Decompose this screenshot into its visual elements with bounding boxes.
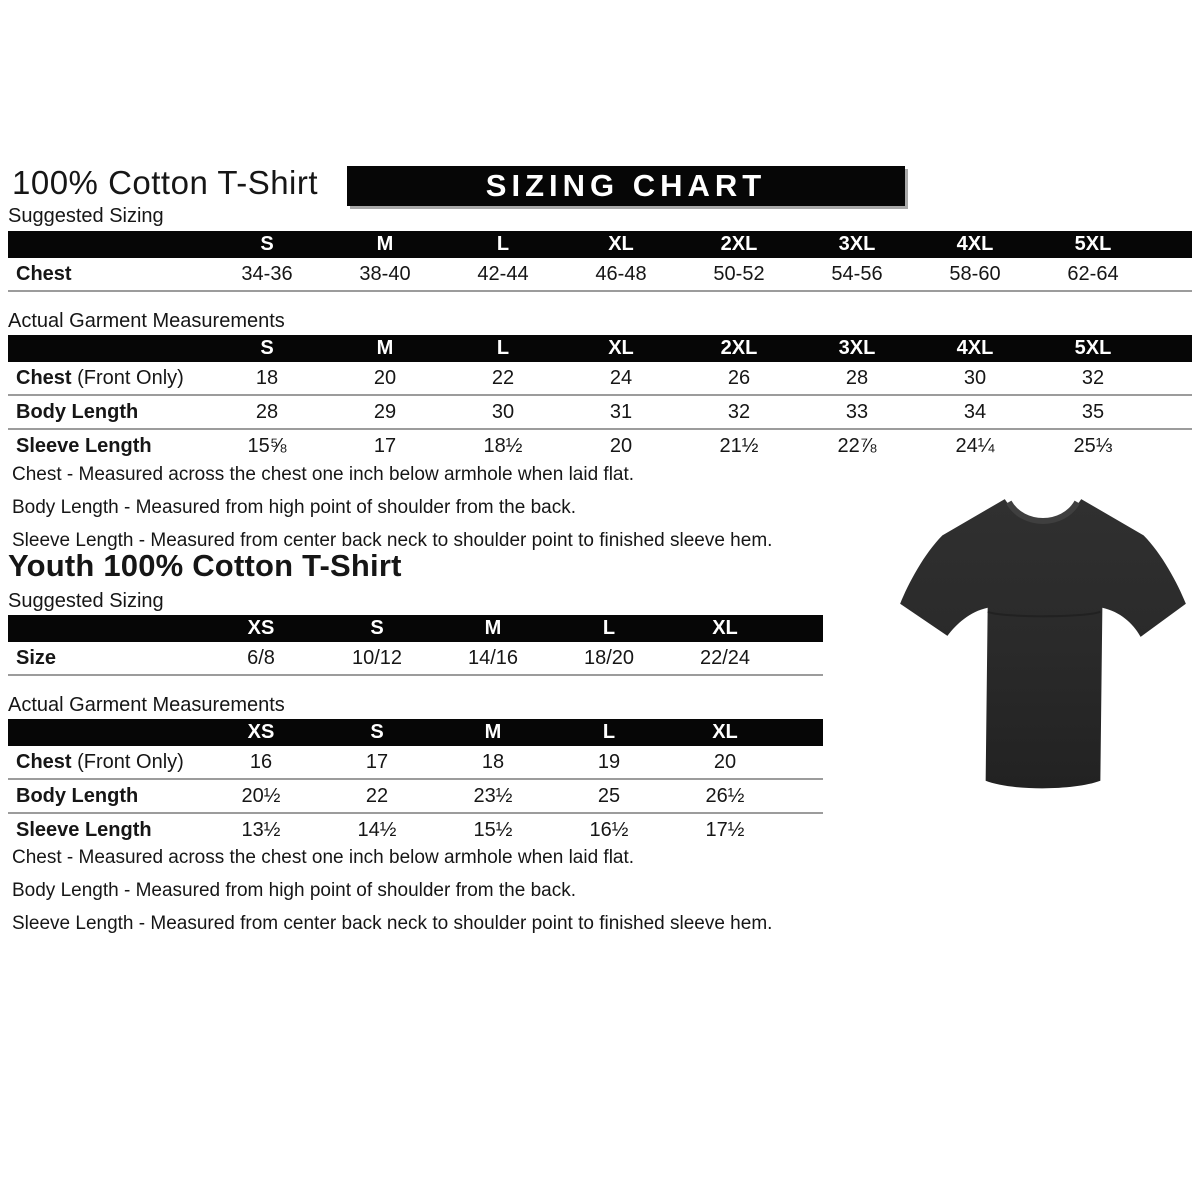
measurement-cell: 6/8 (203, 642, 319, 675)
measurement-cell: 18½ (483, 434, 523, 457)
measurement-cell: 17 (373, 434, 397, 457)
measurement-cell: 29 (326, 395, 444, 429)
size-column-header: M (435, 719, 551, 746)
adult-suggested-sizing-table (8, 231, 1192, 292)
row-label: Body Length (8, 779, 203, 813)
size-column-header: L (551, 615, 667, 642)
size-column-header: 3XL (798, 335, 916, 362)
size-column-header: L (551, 719, 667, 746)
tshirt-silhouette (892, 483, 1194, 813)
measurement-cell: 34 (916, 395, 1034, 429)
measurement-cell: 21½ (719, 434, 759, 457)
table-row (8, 362, 1192, 395)
row-label: Chest (8, 258, 208, 291)
measurement-cell: 18 (435, 746, 551, 779)
row-spacer-cell (783, 813, 823, 846)
measurement-cell: 62-64 (1034, 258, 1152, 291)
row-label: Body Length (8, 395, 208, 429)
measurement-cell: 26 (680, 362, 798, 395)
measurement-cell: 32 (680, 395, 798, 429)
measurement-cell: 46-48 (562, 258, 680, 291)
youth-section-title: Youth 100% Cotton T-Shirt (8, 548, 402, 583)
adult-measurement-notes (12, 458, 772, 557)
size-column-header: 2XL (680, 231, 798, 258)
table-row (8, 779, 823, 813)
size-column-header: XL (562, 335, 680, 362)
adult-suggested-sizing-label: Suggested Sizing (8, 205, 1190, 233)
size-column-header: XL (667, 615, 783, 642)
measurement-cell: 14/16 (435, 642, 551, 675)
header-spacer-cell (8, 335, 208, 362)
measurement-cell: 18/20 (551, 642, 667, 675)
measurement-cell: 23½ (435, 779, 551, 813)
measurement-cell: 16½ (589, 818, 629, 841)
size-column-header: S (319, 615, 435, 642)
size-column-header: S (319, 719, 435, 746)
size-header-row (8, 335, 1192, 362)
size-table (8, 231, 1192, 292)
measurement-cell: 25 (551, 779, 667, 813)
measurement-cell: 22⅞ (837, 434, 877, 457)
measurement-cell: 33 (798, 395, 916, 429)
row-label: Size (8, 642, 203, 675)
measurement-cell: 31 (562, 395, 680, 429)
measurement-cell: 20 (609, 434, 633, 457)
size-column-header: 4XL (916, 335, 1034, 362)
size-column-header: 3XL (798, 231, 916, 258)
sizing-chart-banner: SIZING CHART (347, 166, 905, 206)
header-spacer-cell (8, 719, 203, 746)
measurement-note: Chest - Measured across the chest one inch below armhole when laid flat. (12, 464, 635, 485)
measurement-cell: 15½ (473, 818, 513, 841)
table-row (8, 395, 1192, 429)
measurement-cell: 18 (208, 362, 326, 395)
size-table (8, 719, 823, 846)
size-column-header: XS (203, 615, 319, 642)
measurement-cell: 15⅝ (247, 434, 287, 457)
measurement-cell: 22 (319, 779, 435, 813)
row-label: Sleeve Length (16, 434, 152, 457)
size-column-header: L (444, 231, 562, 258)
size-column-header: M (326, 335, 444, 362)
measurement-note: Body Length - Measured from high point of shoulder from the back. (12, 497, 576, 518)
measurement-cell: 38-40 (326, 258, 444, 291)
row-spacer-cell (783, 642, 823, 675)
size-column-header: S (208, 335, 326, 362)
size-header-row (8, 719, 823, 746)
size-column-header: 5XL (1034, 335, 1152, 362)
measurement-cell: 17½ (705, 818, 745, 841)
row-spacer-cell (783, 779, 823, 813)
size-column-header: XL (562, 231, 680, 258)
measurement-cell: 42-44 (444, 258, 562, 291)
measurement-cell: 30 (916, 362, 1034, 395)
measurement-cell: 16 (203, 746, 319, 779)
youth-actual-measurements-table (8, 719, 823, 846)
measurement-cell: 28 (208, 395, 326, 429)
measurement-cell: 35 (1034, 395, 1152, 429)
measurement-cell: 54-56 (798, 258, 916, 291)
measurement-cell: 14½ (357, 818, 397, 841)
measurement-cell: 22/24 (667, 642, 783, 675)
measurement-cell: 30 (444, 395, 562, 429)
header-spacer-cell (8, 615, 203, 642)
row-label: Chest (Front Only) (8, 362, 208, 395)
size-column-header: M (435, 615, 551, 642)
header-spacer-cell (1152, 231, 1192, 258)
measurement-cell: 50-52 (680, 258, 798, 291)
measurement-cell: 28 (798, 362, 916, 395)
size-table (8, 335, 1192, 462)
youth-measurement-notes (12, 841, 772, 940)
youth-suggested-sizing-table (8, 615, 823, 676)
measurement-cell: 20½ (203, 779, 319, 813)
size-column-header: XL (667, 719, 783, 746)
measurement-cell: 10/12 (319, 642, 435, 675)
size-header-row (8, 615, 823, 642)
measurement-cell: 24 (562, 362, 680, 395)
black-tshirt-image (892, 483, 1194, 813)
header-spacer-cell (8, 231, 208, 258)
measurement-cell: 58-60 (916, 258, 1034, 291)
size-column-header: S (208, 231, 326, 258)
header-spacer-cell (783, 719, 823, 746)
measurement-cell: 20 (667, 746, 783, 779)
table-row (8, 746, 823, 779)
youth-suggested-sizing-label: Suggested Sizing (8, 590, 815, 618)
row-spacer-cell (783, 746, 823, 779)
row-spacer-cell (1152, 395, 1192, 429)
measurement-cell: 26½ (667, 779, 783, 813)
row-spacer-cell (1152, 258, 1192, 291)
row-spacer-cell (1152, 429, 1192, 462)
measurement-cell: 25⅓ (1073, 434, 1113, 457)
measurement-note: Sleeve Length - Measured from center back neck to shoulder point to finished sleeve hem. (12, 530, 773, 551)
size-header-row (8, 231, 1192, 258)
size-column-header: 4XL (916, 231, 1034, 258)
measurement-cell: 24¼ (955, 434, 995, 457)
measurement-note: Body Length - Measured from high point of shoulder from the back. (12, 880, 576, 901)
size-column-header: L (444, 335, 562, 362)
measurement-cell: 22 (444, 362, 562, 395)
measurement-note: Sleeve Length - Measured from center back neck to shoulder point to finished sleeve hem. (12, 913, 773, 934)
size-column-header: M (326, 231, 444, 258)
measurement-cell: 17 (319, 746, 435, 779)
table-row (8, 258, 1192, 291)
measurement-cell: 19 (551, 746, 667, 779)
table-row (8, 642, 823, 675)
measurement-cell: 20 (326, 362, 444, 395)
measurement-cell: 13½ (241, 818, 281, 841)
row-label: Chest (Front Only) (8, 746, 203, 779)
size-column-header: 2XL (680, 335, 798, 362)
row-label: Sleeve Length (16, 818, 152, 841)
row-spacer-cell (1152, 362, 1192, 395)
adult-actual-measurements-label: Actual Garment Measurements (8, 310, 1190, 338)
measurement-cell: 34-36 (208, 258, 326, 291)
adult-actual-measurements-table (8, 335, 1192, 462)
youth-actual-measurements-label: Actual Garment Measurements (8, 694, 815, 722)
size-table (8, 615, 823, 676)
header-spacer-cell (1152, 335, 1192, 362)
size-column-header: XS (203, 719, 319, 746)
measurement-cell: 32 (1034, 362, 1152, 395)
header-spacer-cell (783, 615, 823, 642)
size-column-header: 5XL (1034, 231, 1152, 258)
page-title: 100% Cotton T-Shirt (12, 164, 319, 201)
measurement-note: Chest - Measured across the chest one inch below armhole when laid flat. (12, 847, 635, 868)
